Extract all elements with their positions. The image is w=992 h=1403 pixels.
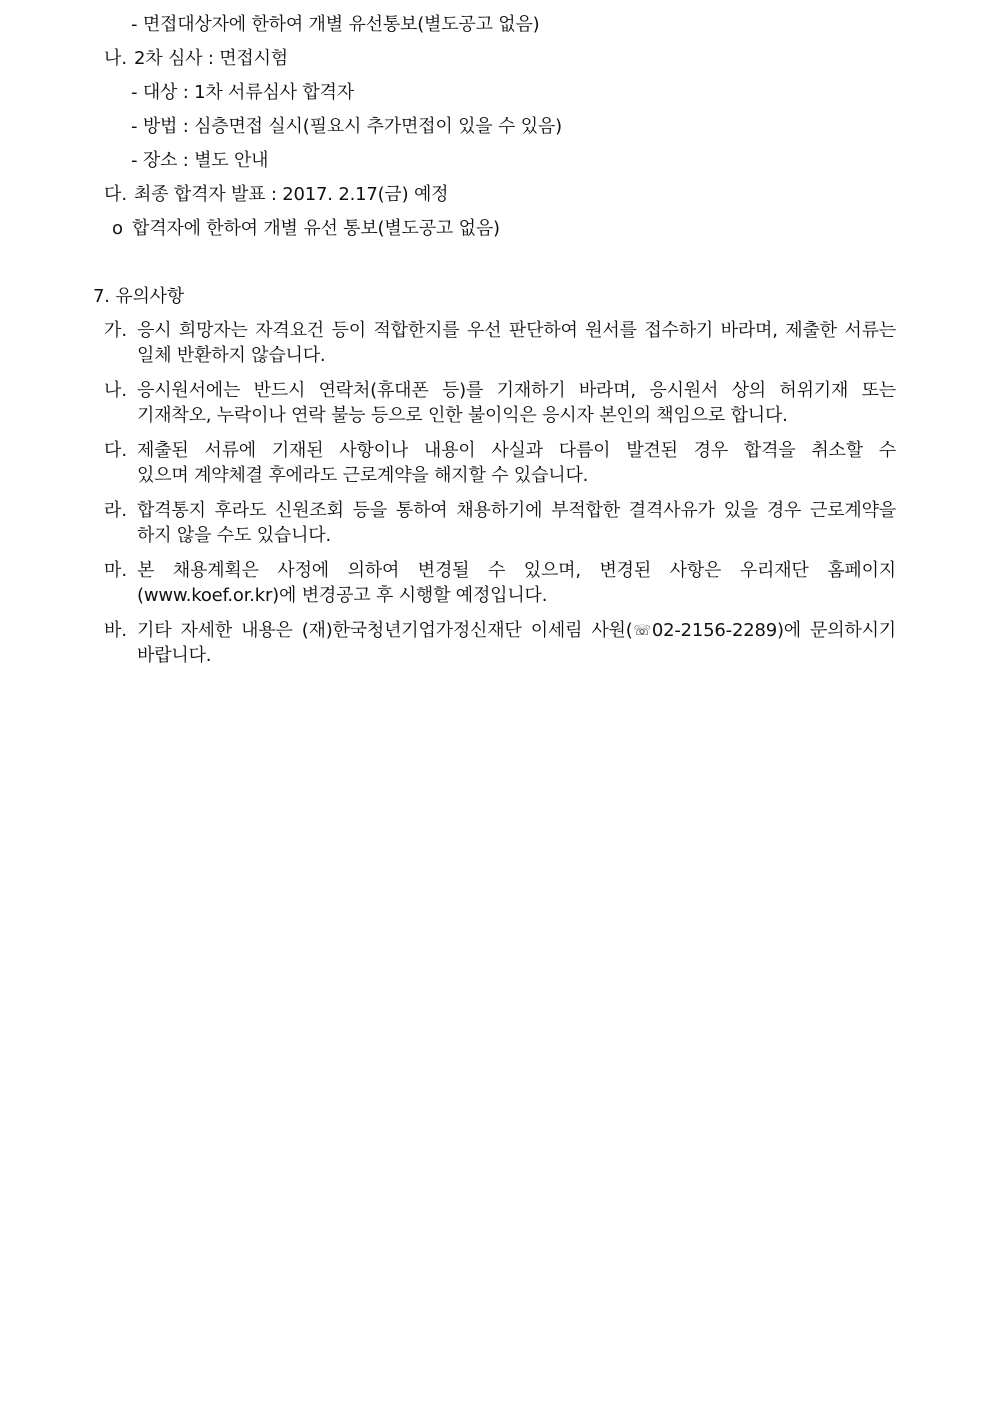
list-item-line: 응시원서에는 반드시 연락처(휴대폰 등)를 기재하기 바라며, 응시원서 상의 허위기재 또는 — [137, 380, 896, 401]
note-text: 합격자에 한하여 개별 유선 통보(별도공고 없음) — [132, 218, 500, 239]
interview-notice-text: - 면접대상자에 한하여 개별 유선통보(별도공고 없음) — [131, 14, 540, 35]
item-na-marker: 나. — [104, 48, 128, 69]
list-item-marker: 가. — [104, 320, 128, 341]
item-da-text: 최종 합격자 발표 : 2017. 2.17(금) 예정 — [134, 184, 449, 205]
phone-icon: ☏ — [633, 623, 651, 639]
list-item-marker: 마. — [104, 560, 128, 581]
list-item-marker: 나. — [104, 380, 128, 401]
contact-phone-number: 02-2156-2289)에 문의하시기 — [651, 620, 896, 641]
section-heading: 7. 유의사항 — [93, 286, 185, 307]
list-item-line: 기재착오, 누락이나 연락 불능 등으로 인한 불이익은 응시자 본인의 책임으로 합니다. — [137, 405, 788, 426]
list-item-line: 제출된 서류에 기재된 사항이나 내용이 사실과 다름이 발견된 경우 합격을 취소할 수 — [137, 440, 896, 461]
list-item-line — [137, 619, 896, 643]
sub-item-method: - 방법 : 심층면접 실시(필요시 추가면접이 있을 수 있음) — [131, 116, 562, 137]
list-item-marker: 바. — [104, 620, 128, 641]
item-da-marker: 다. — [104, 184, 128, 205]
item-na-text: 2차 심사 : 면접시험 — [134, 48, 288, 69]
sub-item-place: - 장소 : 별도 안내 — [131, 150, 269, 171]
sub-item-target: - 대상 : 1차 서류심사 합격자 — [131, 82, 354, 103]
list-item-line: 합격통지 후라도 신원조회 등을 통하여 채용하기에 부적합한 결격사유가 있을 경우 근로계약을 — [137, 500, 896, 521]
list-item-line: 일체 반환하지 않습니다. — [137, 345, 326, 366]
list-item-line: (www.koef.or.kr)에 변경공고 후 시행할 예정입니다. — [137, 585, 548, 606]
list-item-line: 본 채용계획은 사정에 의하여 변경될 수 있으며, 변경된 사항은 우리재단 홈페이지 — [137, 560, 896, 581]
list-item-line: 하지 않을 수도 있습니다. — [137, 525, 331, 546]
list-item-line: 있으며 계약체결 후에라도 근로계약을 해지할 수 있습니다. — [137, 465, 589, 486]
note-bullet: o — [112, 218, 124, 239]
list-item-line: 응시 희망자는 자격요건 등이 적합한지를 우선 판단하여 원서를 접수하기 바라며, 제출한 서류는 — [137, 320, 896, 341]
list-item-marker: 다. — [104, 440, 128, 461]
list-item-line: 바랍니다. — [137, 645, 212, 666]
list-item-marker: 라. — [104, 500, 128, 521]
contact-text-before: 기타 자세한 내용은 (재)한국청년기업가정신재단 이세림 사원( — [137, 620, 633, 641]
